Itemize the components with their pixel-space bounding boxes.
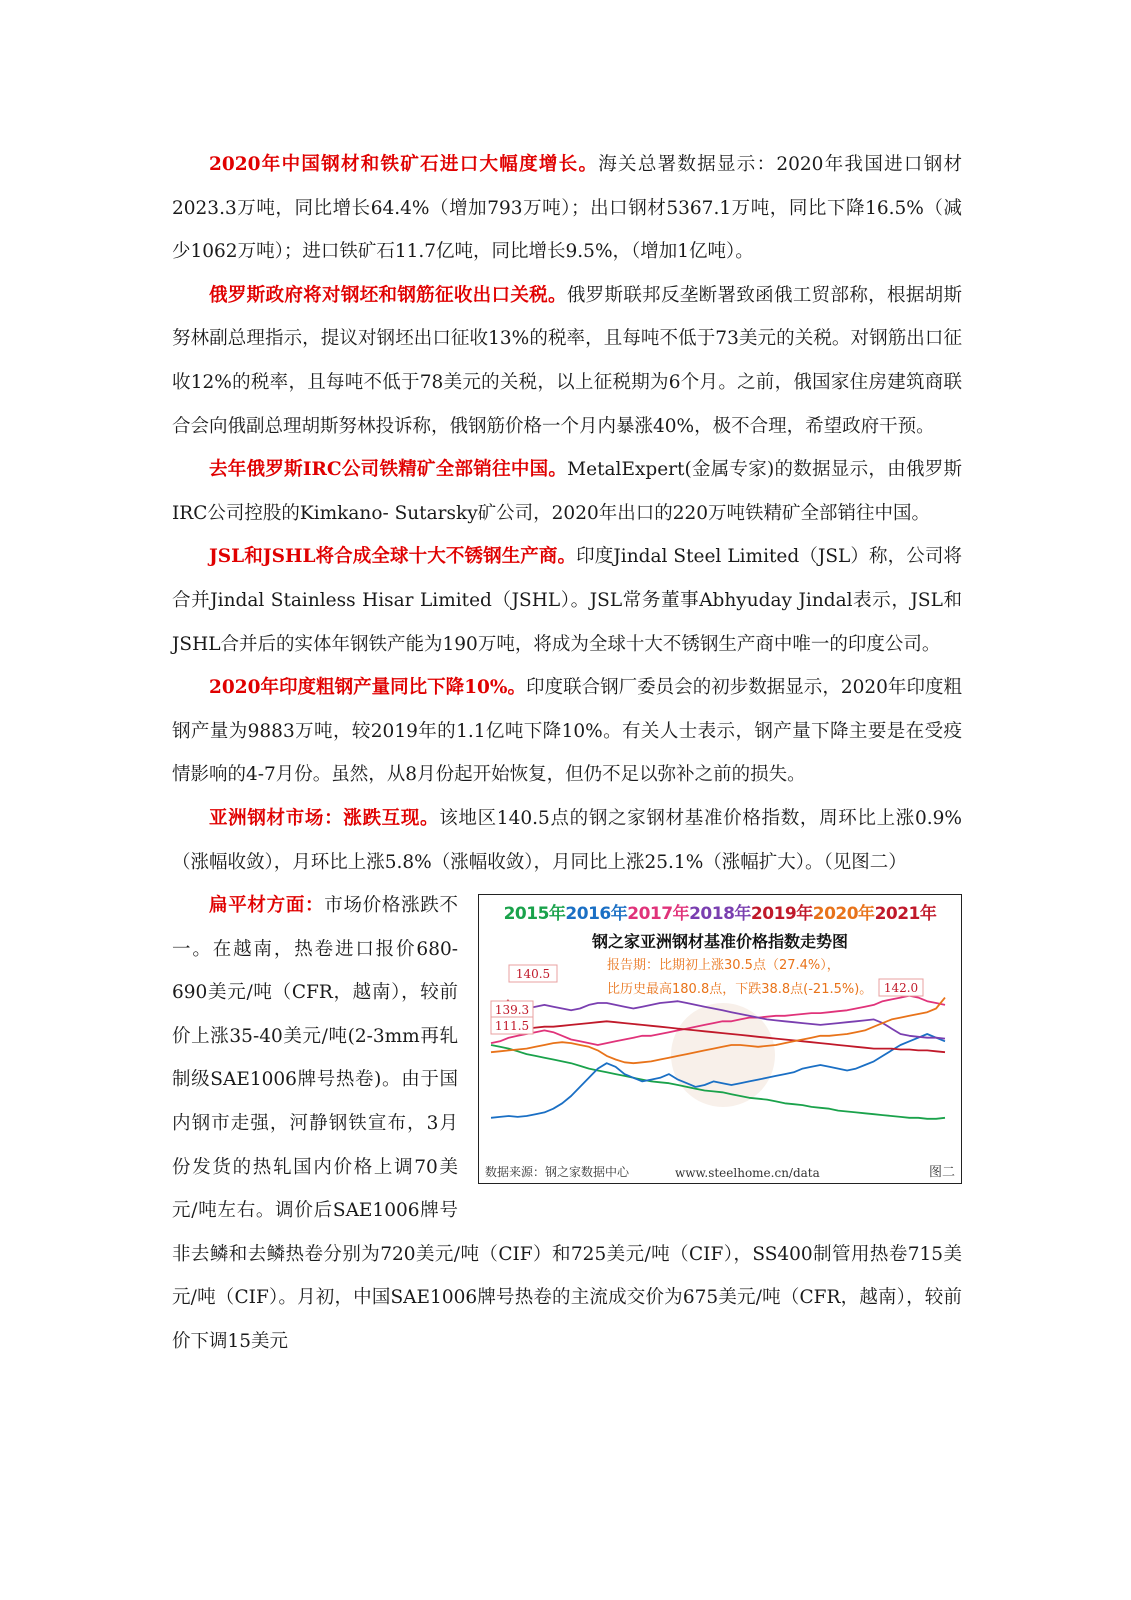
- paragraph-body: 俄罗斯联邦反垄断署致函俄工贸部称，根据胡斯努林副总理指示，提议对钢坯出口征收13%的税率，且每吨不低于73美元的关税。对钢筋出口征收12%的税率，且每吨不低于78美元的关税，以上征税期为6个月。之前，俄国家住房建筑商联合会向俄副总理胡斯努林投诉称，俄钢筋价格一个月内暴涨40%，极不合理，希望政府干预。: [172, 284, 962, 437]
- chart-year-legend: [479, 899, 961, 924]
- paragraph-body: 印度联合钢厂委员会的初步数据显示，2020年印度粗钢产量为9883万吨，较2019年的1.1亿吨下降10%。有关人士表示，钢产量下降主要是在受疫情影响的4-7月份。虽然，从8月份起开始恢复，但仍不足以弥补之前的损失。: [172, 677, 962, 786]
- legend-year-2017: 2017年: [627, 904, 690, 925]
- legend-year-2021: 2021年: [874, 904, 937, 925]
- legend-year-2018: 2018年: [689, 904, 751, 925]
- paragraph-body: 该地区140.5点的钢之家钢材基准价格指数，周环比上涨0.9%（涨幅收敛），月环比上涨5.8%（涨幅收敛），月同比上涨25.1%（涨幅扩大）。（见图二）: [172, 807, 962, 873]
- paragraph-heading: 俄罗斯政府将对钢坯和钢筋征收出口关税。: [209, 284, 567, 306]
- paragraph-heading: 2020年中国钢材和铁矿石进口大幅度增长。: [209, 154, 599, 175]
- legend-year-2019: 2019年: [750, 904, 813, 925]
- chart-note-period: 报告期：比期初上涨30.5点（27.4%），: [607, 958, 840, 974]
- paragraph-body: 海关总署数据显示：2020年我国进口钢材2023.3万吨，同比增长64.4%（增加793万吨）；出口钢材5367.1万吨，同比下降16.5%（减少1062万吨）；进口铁矿石11.7亿吨，同比增长9.5%，（增加1亿吨）。: [172, 154, 962, 263]
- paragraph-heading: 去年俄罗斯IRC公司铁精矿全部销往中国。: [209, 459, 568, 481]
- legend-year-2020: 2020年: [812, 904, 875, 925]
- callout-label: 111.5: [494, 1019, 530, 1034]
- price-index-chart-figure: [478, 894, 962, 1184]
- chart-note-high: 比历史最高180.8点，下跌38.8点(-21.5%)。: [607, 982, 873, 998]
- paragraph-heading: 亚洲钢材市场：涨跌互现。: [209, 807, 440, 829]
- legend-year-2015: 2015年: [503, 904, 566, 925]
- paragraph-russia-irc: [172, 448, 962, 535]
- paragraph-body: MetalExpert(金属专家)的数据显示，由俄罗斯IRC公司控股的Kimkano- Sutarsky矿公司，2020年出口的220万吨铁精矿全部销往中国。: [172, 459, 962, 524]
- callout-label: 142.0: [883, 981, 919, 996]
- chart-data-source: 数据来源：钢之家数据中心: [485, 1165, 630, 1180]
- chart-title: 钢之家亚洲钢材基准价格指数走势图: [591, 932, 848, 952]
- paragraph-russia-export-duty: [172, 274, 962, 448]
- document-page: [172, 143, 962, 1364]
- chart-website: www.steelhome.cn/data: [675, 1166, 820, 1181]
- paragraph-body: 市场价格涨跌不一。在越南，热卷进口报价680-690美元/吨（CFR，越南），较前价上涨35-40美元/吨(2-3mm再轧制级SAE1006牌号热卷)。由于国内钢市走强，河静钢铁宣布，3月份发货的热轧国内价格上调70美元/吨左右。调价后SAE1006牌号非去鳞和去鳞热卷分别为720美元/吨（CIF）和725美元/吨（CIF），SS400制管用热卷715美元/吨（CIF）。月初，中国SAE1006牌号热卷的主流成交价为675美元/吨（CFR，越南），较前价下调15美元: [172, 895, 962, 1353]
- paragraph-body: 印度Jindal Steel Limited（JSL）称，公司将合并Jindal Stainless Hisar Limited（JSHL）。JSL常务董事Abhyuday Jindal表示，JSL和JSHL合并后的实体年钢铁产能为190万吨，将成为全球十大不锈钢生产商中唯一的印度公司。: [172, 546, 962, 655]
- callout-label: 139.3: [494, 1003, 530, 1018]
- callout-label: 140.5: [515, 967, 551, 982]
- paragraph-jsl-jshl: [172, 535, 962, 666]
- paragraph-heading: 扁平材方面：: [209, 895, 325, 917]
- paragraph-india-crude-steel: [172, 666, 962, 797]
- legend-year-2016: 2016年: [565, 904, 628, 925]
- paragraph-china-imports: [172, 143, 962, 274]
- paragraph-heading: JSL和JSHL将合成全球十大不锈钢生产商。: [209, 546, 577, 568]
- paragraph-heading: 2020年印度粗钢产量同比下降10%。: [209, 677, 527, 699]
- figure-number: 图二: [928, 1165, 955, 1181]
- paragraph-asia-market: [172, 797, 962, 884]
